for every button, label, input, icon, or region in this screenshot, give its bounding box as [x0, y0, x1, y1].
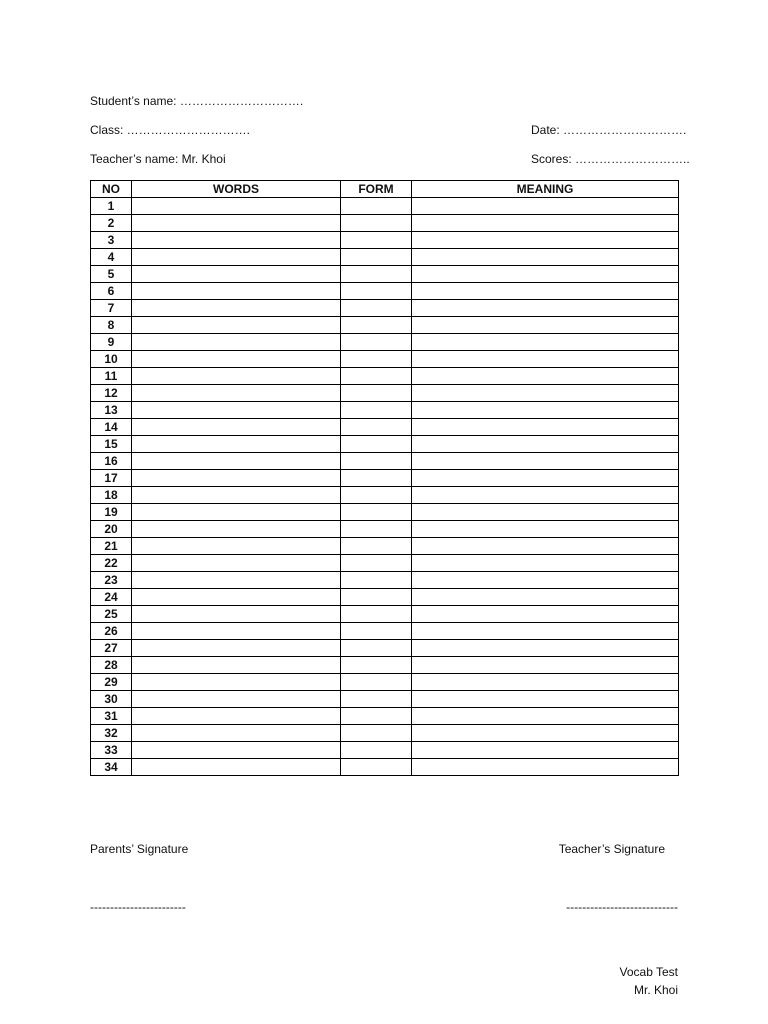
row-number: 14	[91, 419, 132, 436]
table-row	[91, 640, 679, 657]
table-header-row	[91, 181, 679, 198]
meaning-cell[interactable]	[412, 402, 679, 419]
meaning-cell[interactable]	[412, 368, 679, 385]
form-cell[interactable]	[341, 572, 412, 589]
form-cell[interactable]	[341, 555, 412, 572]
form-cell[interactable]	[341, 691, 412, 708]
form-cell[interactable]	[341, 521, 412, 538]
vocab-table	[90, 180, 679, 776]
date-field: Date: ………………………….	[531, 123, 687, 137]
teacher-signature-label: Teacher’s Signature	[558, 842, 665, 856]
meaning-cell[interactable]	[412, 657, 679, 674]
table-row	[91, 606, 679, 623]
teacher-signature-line: ----------------------------	[566, 900, 678, 914]
row-number: 23	[91, 572, 132, 589]
meaning-cell[interactable]	[412, 623, 679, 640]
row-number: 6	[91, 283, 132, 300]
word-cell[interactable]	[132, 555, 341, 572]
row-number: 34	[91, 759, 132, 776]
student-name-field: Student’s name: ………………………….	[90, 94, 304, 108]
row-number: 17	[91, 470, 132, 487]
word-cell[interactable]	[132, 589, 341, 606]
meaning-cell[interactable]	[412, 708, 679, 725]
parents-signature-line: ------------------------	[90, 900, 186, 914]
meaning-cell[interactable]	[412, 504, 679, 521]
table-row	[91, 725, 679, 742]
meaning-cell[interactable]	[412, 538, 679, 555]
form-cell[interactable]	[341, 232, 412, 249]
word-cell[interactable]	[132, 725, 341, 742]
table-row	[91, 708, 679, 725]
row-number: 30	[91, 691, 132, 708]
table-row	[91, 419, 679, 436]
form-cell[interactable]	[341, 300, 412, 317]
row-number: 25	[91, 606, 132, 623]
meaning-cell[interactable]	[412, 555, 679, 572]
word-cell[interactable]	[132, 232, 341, 249]
form-cell[interactable]	[341, 419, 412, 436]
row-number: 20	[91, 521, 132, 538]
row-number: 33	[91, 742, 132, 759]
table-row	[91, 589, 679, 606]
table-row	[91, 198, 679, 215]
meaning-cell[interactable]	[412, 215, 679, 232]
form-cell[interactable]	[341, 351, 412, 368]
table-row	[91, 266, 679, 283]
table-row	[91, 470, 679, 487]
form-cell[interactable]	[341, 198, 412, 215]
form-cell[interactable]	[341, 487, 412, 504]
word-cell[interactable]	[132, 759, 341, 776]
table-row	[91, 317, 679, 334]
form-cell[interactable]	[341, 453, 412, 470]
table-row	[91, 538, 679, 555]
word-cell[interactable]	[132, 504, 341, 521]
word-cell[interactable]	[132, 640, 341, 657]
meaning-cell[interactable]	[412, 419, 679, 436]
word-cell[interactable]	[132, 742, 341, 759]
meaning-cell[interactable]	[412, 572, 679, 589]
row-number: 11	[91, 368, 132, 385]
form-cell[interactable]	[341, 674, 412, 691]
row-number: 28	[91, 657, 132, 674]
table-row	[91, 215, 679, 232]
table-row	[91, 674, 679, 691]
meaning-cell[interactable]	[412, 283, 679, 300]
meaning-cell[interactable]	[412, 453, 679, 470]
row-number: 16	[91, 453, 132, 470]
form-cell[interactable]	[341, 725, 412, 742]
row-number: 21	[91, 538, 132, 555]
word-cell[interactable]	[132, 691, 341, 708]
scores-field: Scores: ………………………..	[531, 152, 690, 166]
table-row	[91, 504, 679, 521]
meaning-cell[interactable]	[412, 351, 679, 368]
table-row	[91, 368, 679, 385]
teacher-name-field: Teacher’s name: Mr. Khoi	[90, 152, 226, 166]
word-cell[interactable]	[132, 334, 341, 351]
form-cell[interactable]	[341, 708, 412, 725]
form-cell[interactable]	[341, 436, 412, 453]
column-header-meaning: MEANING	[412, 181, 679, 198]
row-number: 24	[91, 589, 132, 606]
row-number: 7	[91, 300, 132, 317]
word-cell[interactable]	[132, 419, 341, 436]
meaning-cell[interactable]	[412, 232, 679, 249]
word-cell[interactable]	[132, 215, 341, 232]
table-row	[91, 249, 679, 266]
meaning-cell[interactable]	[412, 300, 679, 317]
row-number: 32	[91, 725, 132, 742]
meaning-cell[interactable]	[412, 759, 679, 776]
meaning-cell[interactable]	[412, 674, 679, 691]
word-cell[interactable]	[132, 674, 341, 691]
meaning-cell[interactable]	[412, 334, 679, 351]
word-cell[interactable]	[132, 351, 341, 368]
meaning-cell[interactable]	[412, 606, 679, 623]
word-cell[interactable]	[132, 436, 341, 453]
word-cell[interactable]	[132, 572, 341, 589]
form-cell[interactable]	[341, 504, 412, 521]
word-cell[interactable]	[132, 538, 341, 555]
word-cell[interactable]	[132, 283, 341, 300]
row-number: 12	[91, 385, 132, 402]
form-cell[interactable]	[341, 640, 412, 657]
word-cell[interactable]	[132, 470, 341, 487]
word-cell[interactable]	[132, 708, 341, 725]
word-cell[interactable]	[132, 521, 341, 538]
form-cell[interactable]	[341, 402, 412, 419]
word-cell[interactable]	[132, 368, 341, 385]
vocab-table-body	[91, 198, 679, 776]
table-row	[91, 555, 679, 572]
row-number: 2	[91, 215, 132, 232]
row-number: 26	[91, 623, 132, 640]
footer-title: Vocab Test	[619, 965, 678, 979]
word-cell[interactable]	[132, 487, 341, 504]
meaning-cell[interactable]	[412, 385, 679, 402]
row-number: 19	[91, 504, 132, 521]
meaning-cell[interactable]	[412, 691, 679, 708]
form-cell[interactable]	[341, 657, 412, 674]
form-cell[interactable]	[341, 249, 412, 266]
form-cell[interactable]	[341, 266, 412, 283]
row-number: 9	[91, 334, 132, 351]
table-row	[91, 691, 679, 708]
row-number: 15	[91, 436, 132, 453]
meaning-cell[interactable]	[412, 742, 679, 759]
table-row	[91, 351, 679, 368]
table-row	[91, 283, 679, 300]
form-cell[interactable]	[341, 334, 412, 351]
form-cell[interactable]	[341, 606, 412, 623]
form-cell[interactable]	[341, 470, 412, 487]
row-number: 13	[91, 402, 132, 419]
row-number: 8	[91, 317, 132, 334]
word-cell[interactable]	[132, 266, 341, 283]
parents-signature-label: Parents’ Signature	[90, 842, 189, 856]
row-number: 27	[91, 640, 132, 657]
column-header-no: NO	[91, 181, 132, 198]
word-cell[interactable]	[132, 198, 341, 215]
word-cell[interactable]	[132, 623, 341, 640]
meaning-cell[interactable]	[412, 470, 679, 487]
row-number: 1	[91, 198, 132, 215]
form-cell[interactable]	[341, 589, 412, 606]
table-row	[91, 759, 679, 776]
meaning-cell[interactable]	[412, 589, 679, 606]
table-row	[91, 742, 679, 759]
footer-author: Mr. Khoi	[633, 983, 678, 997]
meaning-cell[interactable]	[412, 640, 679, 657]
row-number: 3	[91, 232, 132, 249]
table-row	[91, 572, 679, 589]
row-number: 5	[91, 266, 132, 283]
table-row	[91, 300, 679, 317]
row-number: 31	[91, 708, 132, 725]
meaning-cell[interactable]	[412, 249, 679, 266]
word-cell[interactable]	[132, 453, 341, 470]
row-number: 29	[91, 674, 132, 691]
class-field: Class: ………………………….	[90, 123, 251, 137]
row-number: 22	[91, 555, 132, 572]
meaning-cell[interactable]	[412, 487, 679, 504]
meaning-cell[interactable]	[412, 725, 679, 742]
table-row	[91, 487, 679, 504]
meaning-cell[interactable]	[412, 521, 679, 538]
meaning-cell[interactable]	[412, 266, 679, 283]
table-row	[91, 623, 679, 640]
form-cell[interactable]	[341, 538, 412, 555]
meaning-cell[interactable]	[412, 436, 679, 453]
word-cell[interactable]	[132, 300, 341, 317]
word-cell[interactable]	[132, 402, 341, 419]
row-number: 18	[91, 487, 132, 504]
form-cell[interactable]	[341, 759, 412, 776]
form-cell[interactable]	[341, 317, 412, 334]
meaning-cell[interactable]	[412, 198, 679, 215]
form-cell[interactable]	[341, 623, 412, 640]
table-row	[91, 385, 679, 402]
table-row	[91, 657, 679, 674]
form-cell[interactable]	[341, 742, 412, 759]
table-row	[91, 402, 679, 419]
table-row	[91, 334, 679, 351]
row-number: 4	[91, 249, 132, 266]
meaning-cell[interactable]	[412, 317, 679, 334]
column-header-form: FORM	[341, 181, 412, 198]
form-cell[interactable]	[341, 215, 412, 232]
row-number: 10	[91, 351, 132, 368]
table-row	[91, 521, 679, 538]
table-row	[91, 232, 679, 249]
form-cell[interactable]	[341, 368, 412, 385]
table-row	[91, 453, 679, 470]
word-cell[interactable]	[132, 249, 341, 266]
word-cell[interactable]	[132, 657, 341, 674]
word-cell[interactable]	[132, 606, 341, 623]
word-cell[interactable]	[132, 317, 341, 334]
form-cell[interactable]	[341, 283, 412, 300]
word-cell[interactable]	[132, 385, 341, 402]
form-cell[interactable]	[341, 385, 412, 402]
table-row	[91, 436, 679, 453]
column-header-words: WORDS	[132, 181, 341, 198]
